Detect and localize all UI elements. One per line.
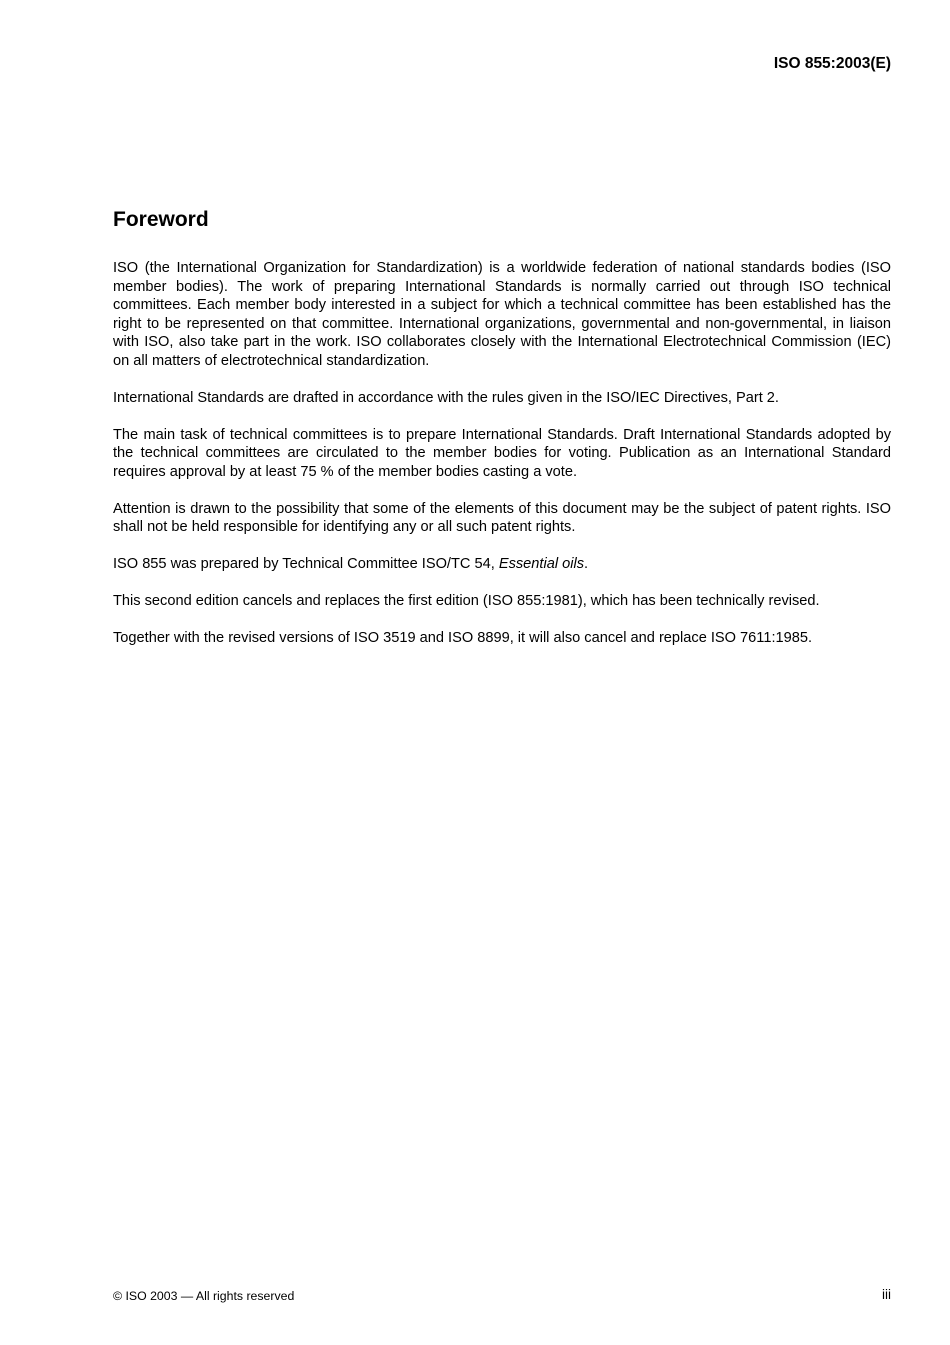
paragraph-replacement: Together with the revised versions of ISO 3519 and ISO 8899, it will also cancel and replace ISO 7611:1985. [113,630,813,646]
document-identifier: ISO 855:2003(E) [773,55,891,72]
paragraph-committee-task: The main task of technical committees is to prepare International Standards. Draft International Standards adopted by the technical committees are circulated to the member bodies for voting. Publication as an International Standard requires approval by at least 75 % of the member bodies casting a vote. [113,426,891,480]
paragraph-patent-rights: Attention is drawn to the possibility that some of the elements of this document may be the subject of patent rights. ISO shall not be held responsible for identifying any or all such patent rights. [113,500,891,535]
paragraph-directives: International Standards are drafted in accordance with the rules given in the ISO/IEC Directives, Part 2. [113,389,779,406]
copyright-notice: © ISO 2003 — All rights reserved [113,1289,295,1303]
prepared-by-end: . [584,556,589,572]
paragraph-second-edition: This second edition cancels and replaces the first edition (ISO 855:1981), which has been technically revised. [113,593,820,609]
paragraph-prepared-by [113,555,891,574]
prepared-by-text: ISO 855 was prepared by Technical Committee ISO/TC 54, [113,556,499,572]
paragraph-iso-federation: ISO (the International Organization for Standardization) is a worldwide federation of national standards bodies (ISO member bodies). The work of preparing International Standards is normally carried out through ISO technical committees. Each member body interested in a subject for which a technical committee has been established has the right to be represented on that committee. International organizations, governmental and non-governmental, in liaison with ISO, also take part in the work. ISO collaborates closely with the International Electrotechnical Commission (IEC) on all matters of electrotechnical standardization. [113,260,891,369]
foreword-body [113,259,891,666]
page-number: iii [882,1287,891,1302]
committee-title: Essential oils [498,556,585,572]
section-title: Foreword [113,208,209,231]
